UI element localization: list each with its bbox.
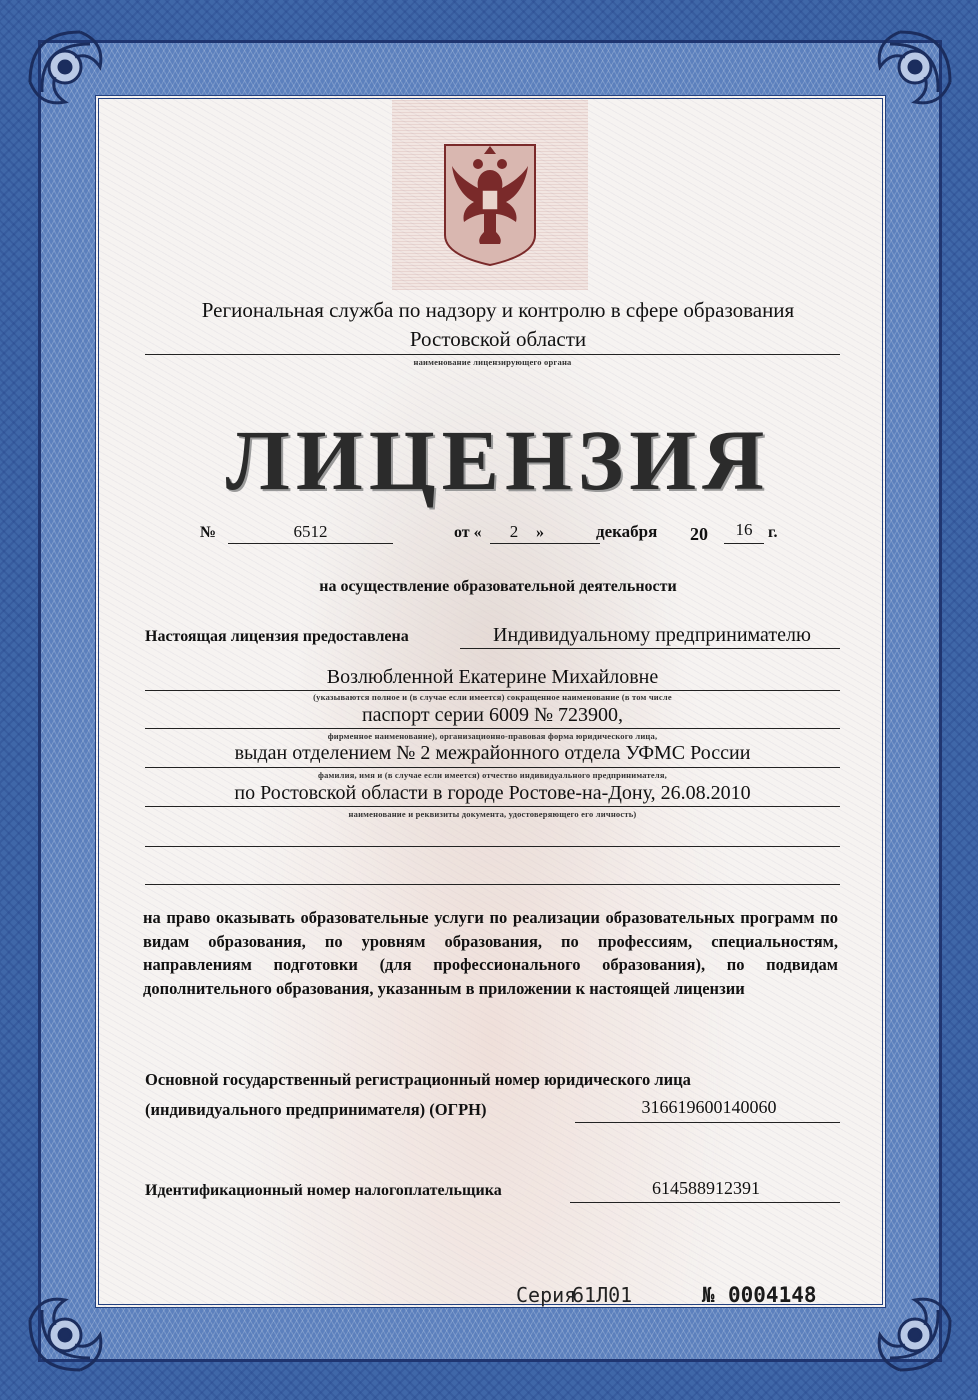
- grantee-caption3: фамилия, имя и (в случае если имеется) отчество индивидуального предпринимателя,: [318, 770, 667, 780]
- day-close-quote: »: [536, 524, 544, 541]
- license-number: 6512: [293, 522, 328, 541]
- form-number-label: №: [702, 1283, 715, 1307]
- form-number: 0004148: [728, 1283, 817, 1307]
- grantee-caption4: наименование и реквизиты документа, удостоверяющего его личность): [348, 809, 637, 819]
- inn-value: 614588912391: [652, 1178, 760, 1198]
- grantee-line3: паспорт серии 6009 № 723900,: [361, 704, 624, 726]
- licensing-authority-line2: Ростовской области: [409, 327, 587, 351]
- inn-label: Идентификационный номер налогоплательщика: [145, 1182, 502, 1199]
- grantee-rule2: [145, 690, 840, 691]
- grantee-caption2: фирменное наименование), организационно-правовая форма юридического лица,: [327, 731, 658, 741]
- grantee-line5: по Ростовской области в городе Ростове-на-Дону, 26.08.2010: [234, 782, 751, 804]
- year-rule: [724, 543, 764, 544]
- grantee-line1: Индивидуальному предпринимателю: [493, 624, 811, 646]
- ogrn-rule: [575, 1122, 840, 1123]
- ogrn-label-line1: Основной государственный регистрационный номер юридического лица: [145, 1070, 691, 1089]
- coat-of-arms-icon: [440, 140, 540, 268]
- year-prefix: 20: [690, 524, 708, 544]
- license-day: 2: [509, 522, 519, 541]
- grantee-line2: Возлюбленной Екатерине Михайловне: [326, 666, 659, 688]
- authority-caption: наименование лицензирующего органа: [413, 357, 572, 367]
- grantee-rule4: [145, 767, 840, 768]
- license-scope-text: на право оказывать образовательные услуги по реализации образовательных программ по видам образования, по уровням образования, по профессиям, специальностям, направлениям подготовки (для профессионального образования), по подвидам дополнительного образования, указанным в приложении к настоящей лицензии: [143, 908, 838, 998]
- grantee-rule3: [145, 728, 840, 729]
- number-rule: [228, 543, 393, 544]
- blank-rule2: [145, 884, 840, 885]
- ogrn-value: 316619600140060: [641, 1097, 777, 1117]
- authority-rule: [145, 354, 840, 355]
- year-label: г.: [768, 524, 778, 541]
- form-series: 61Л01: [572, 1283, 633, 1307]
- grantee-rule5: [145, 806, 840, 807]
- day-rule: [490, 543, 600, 544]
- blank-rule1: [145, 846, 840, 847]
- grantee-rule1: [460, 648, 840, 649]
- document-title: ЛИЦЕНЗИЯ: [225, 412, 771, 508]
- licensing-authority-line1: Региональная служба по надзору и контролю в сфере образования: [201, 298, 795, 322]
- license-purpose: на осуществление образовательной деятельности: [319, 578, 677, 595]
- grantee-line4: выдан отделением № 2 межрайонного отдела УФМС России: [234, 742, 751, 764]
- license-number-label: №: [200, 524, 217, 541]
- ogrn-label-line2: (индивидуального предпринимателя) (ОГРН): [145, 1100, 487, 1119]
- form-series-label: Серия: [516, 1283, 577, 1307]
- grantee-caption1: (указываются полное и (в случае если имеется) сокращенное наименование (в том числе: [313, 692, 672, 702]
- inn-rule: [570, 1202, 840, 1203]
- date-from-label: от «: [454, 524, 482, 541]
- license-month: декабря: [596, 522, 658, 541]
- year-suffix: 16: [735, 520, 753, 539]
- grantee-intro: Настоящая лицензия предоставлена: [145, 628, 409, 645]
